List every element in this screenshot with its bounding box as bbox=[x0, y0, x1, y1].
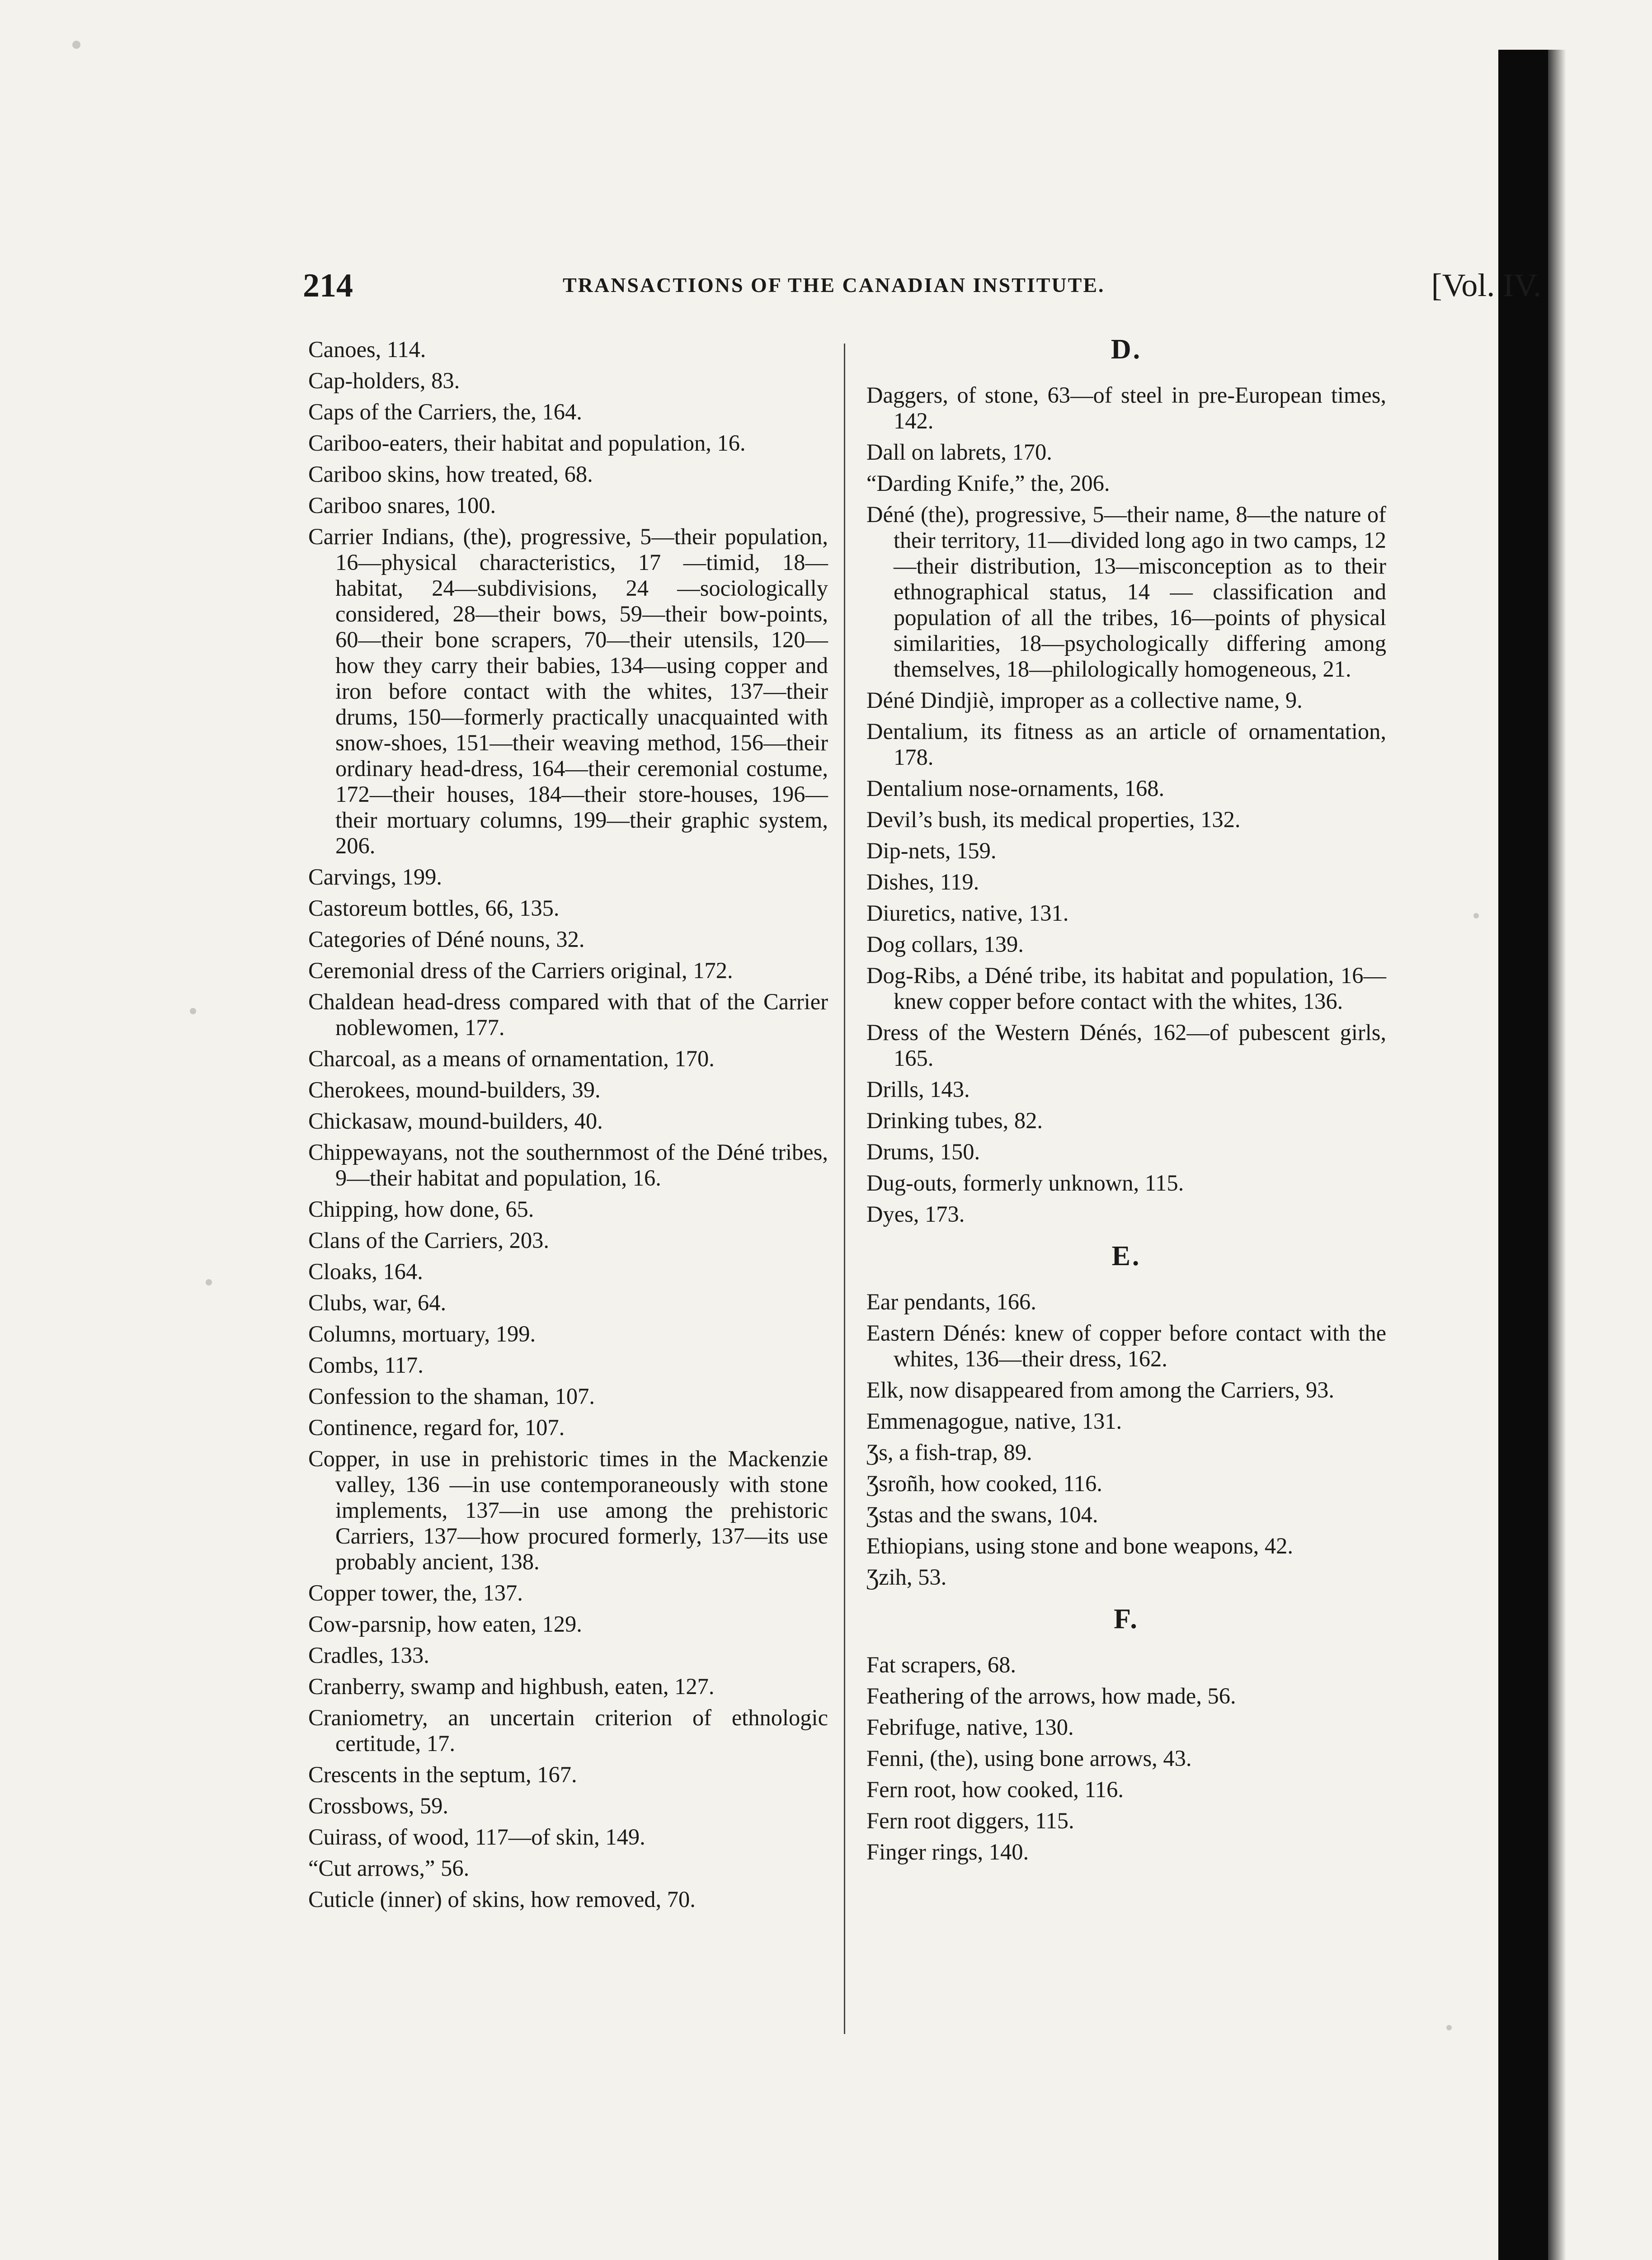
index-entry: Cariboo-eaters, their habitat and population, 16. bbox=[308, 430, 746, 456]
running-title: TRANSACTIONS OF THE CANADIAN INSTITUTE. bbox=[563, 273, 1105, 297]
index-entry: Elk, now disappeared from among the Carriers, 93. bbox=[866, 1377, 1334, 1403]
paper-speck bbox=[206, 1279, 212, 1285]
index-entry: Copper, in use in prehistoric times in the Mackenzie valley, 136 —in use contemporaneously with stone implements, 137—in use among the prehistoric Carriers, 137—how procured formerly, 137—its use probably ancient, 138. bbox=[308, 1446, 828, 1574]
index-entry: Dug-outs, formerly unknown, 115. bbox=[866, 1170, 1184, 1196]
index-entry: Cherokees, mound-builders, 39. bbox=[308, 1077, 601, 1102]
index-entry: Ʒstas and the swans, 104. bbox=[866, 1502, 1098, 1527]
index-entry: Columns, mortuary, 199. bbox=[308, 1321, 536, 1347]
index-entry: Crossbows, 59. bbox=[308, 1793, 449, 1818]
index-entry: “Darding Knife,” the, 206. bbox=[866, 471, 1110, 496]
index-entry: Ʒsroñh, how cooked, 116. bbox=[866, 1471, 1102, 1496]
index-entry: Cap-holders, 83. bbox=[308, 368, 460, 393]
index-entry: Continence, regard for, 107. bbox=[308, 1415, 565, 1440]
paper-speck bbox=[1446, 2025, 1452, 2030]
index-entry: Devil’s bush, its medical properties, 132. bbox=[866, 807, 1241, 832]
index-entry: Ʒzih, 53. bbox=[866, 1564, 947, 1590]
index-entry: Dentalium, its fitness as an article of ornamentation, 178. bbox=[866, 719, 1386, 770]
index-entry: Drills, 143. bbox=[866, 1077, 970, 1102]
index-entry: Drums, 150. bbox=[866, 1139, 980, 1164]
index-entry: Ear pendants, 166. bbox=[866, 1289, 1036, 1314]
index-entry: Dall on labrets, 170. bbox=[866, 439, 1052, 465]
paper-speck bbox=[1473, 913, 1479, 918]
index-entry: Daggers, of stone, 63—of steel in pre-European times, 142. bbox=[866, 382, 1386, 433]
index-entry: Dishes, 119. bbox=[866, 869, 979, 895]
right-index-column bbox=[866, 334, 1386, 1870]
page-edge bbox=[1498, 50, 1548, 2260]
index-entry: Chipping, how done, 65. bbox=[308, 1196, 534, 1222]
index-entry: Categories of Déné nouns, 32. bbox=[308, 927, 585, 952]
index-entry: Clans of the Carriers, 203. bbox=[308, 1228, 549, 1253]
index-entry: Finger rings, 140. bbox=[866, 1839, 1029, 1864]
index-entry: Déné Dindjiè, improper as a collective name, 9. bbox=[866, 687, 1303, 713]
section-e-entries bbox=[866, 1289, 1386, 1590]
index-entry: Ethiopians, using stone and bone weapons, 42. bbox=[866, 1533, 1293, 1558]
index-entry: Cradles, 133. bbox=[308, 1643, 429, 1668]
index-entry: Dip-nets, 159. bbox=[866, 838, 997, 863]
page-number: 214 bbox=[303, 267, 353, 304]
index-entry: Fern root, how cooked, 116. bbox=[866, 1777, 1124, 1802]
section-letter-f: F. bbox=[1114, 1604, 1139, 1634]
index-entry: Combs, 117. bbox=[308, 1352, 424, 1378]
index-entry: Cloaks, 164. bbox=[308, 1259, 423, 1284]
index-entry: Eastern Dénés: knew of copper before contact with the whites, 136—their dress, 162. bbox=[866, 1320, 1386, 1371]
index-entry: Fern root diggers, 115. bbox=[866, 1808, 1074, 1833]
index-entry: Cuticle (inner) of skins, how removed, 70. bbox=[308, 1887, 696, 1912]
volume-label: [Vol. IV. bbox=[1431, 267, 1541, 303]
index-entry: Fenni, (the), using bone arrows, 43. bbox=[866, 1746, 1192, 1771]
index-entry: Cow-parsnip, how eaten, 129. bbox=[308, 1611, 582, 1637]
index-entry: Ceremonial dress of the Carriers original, 172. bbox=[308, 958, 733, 983]
index-entry: Cuirass, of wood, 117—of skin, 149. bbox=[308, 1824, 645, 1850]
index-entry: Drinking tubes, 82. bbox=[866, 1108, 1043, 1133]
paper-speck bbox=[190, 1008, 196, 1014]
index-entry: Caps of the Carriers, the, 164. bbox=[308, 399, 582, 424]
index-entry: Copper tower, the, 137. bbox=[308, 1580, 523, 1606]
index-entry: Craniometry, an uncertain criterion of ethnologic certitude, 17. bbox=[308, 1705, 828, 1756]
left-index-column bbox=[308, 337, 828, 1918]
index-entry: Cranberry, swamp and highbush, eaten, 127. bbox=[308, 1674, 715, 1699]
index-entry: Dress of the Western Dénés, 162—of pubescent girls, 165. bbox=[866, 1020, 1386, 1071]
index-entry: Ʒs, a fish-trap, 89. bbox=[866, 1440, 1032, 1465]
index-entry: Déné (the), progressive, 5—their name, 8—the nature of their territory, 11—divided long ago in two camps, 12—their distribution, 13—misconception as to their ethnographical status, 14 — classification and population of all the tribes, 16—points of physical similarities, 18—psychologically differing among themselves, 18—philologically homogeneous, 21. bbox=[866, 502, 1386, 682]
running-header bbox=[303, 267, 1541, 316]
section-d-entries bbox=[866, 382, 1386, 1227]
index-entry: “Cut arrows,” 56. bbox=[308, 1855, 470, 1881]
page-gutter-shadow bbox=[1548, 50, 1566, 2260]
index-entry: Dentalium nose-ornaments, 168. bbox=[866, 776, 1165, 801]
index-entry: Cariboo skins, how treated, 68. bbox=[308, 461, 593, 487]
index-entry: Emmenagogue, native, 131. bbox=[866, 1408, 1122, 1434]
index-entry: Chaldean head-dress compared with that of the Carrier noblewomen, 177. bbox=[308, 989, 828, 1040]
index-entry: Chippewayans, not the southernmost of the Déné tribes, 9—their habitat and population, 16. bbox=[308, 1139, 828, 1191]
index-entry: Chickasaw, mound-builders, 40. bbox=[308, 1108, 603, 1134]
index-entry: Febrifuge, native, 130. bbox=[866, 1714, 1074, 1740]
index-entry: Dog collars, 139. bbox=[866, 932, 1024, 957]
section-letter-d: D. bbox=[1111, 334, 1142, 365]
index-entry: Charcoal, as a means of ornamentation, 170. bbox=[308, 1046, 715, 1071]
index-entry: Canoes, 114. bbox=[308, 337, 426, 362]
index-entry: Diuretics, native, 131. bbox=[866, 900, 1069, 926]
index-entry: Feathering of the arrows, how made, 56. bbox=[866, 1683, 1236, 1709]
paper-speck bbox=[72, 41, 80, 49]
index-entry: Clubs, war, 64. bbox=[308, 1290, 447, 1315]
index-entry: Fat scrapers, 68. bbox=[866, 1652, 1016, 1677]
index-entry: Castoreum bottles, 66, 135. bbox=[308, 895, 560, 921]
index-entry: Crescents in the septum, 167. bbox=[308, 1762, 577, 1787]
index-entry: Carrier Indians, (the), progressive, 5—their population, 16—physical characteristics, 17 —timid, 18—habitat, 24—subdivisions, 24 —sociologically considered, 28—their bows, 59—their bow-points, 60—their bone scrapers, 70—their utensils, 120—how they carry their babies, 134—using copper and iron before contact with the whites, 137—their drums, 150—formerly practically unacquainted with snow-shoes, 151—their weaving method, 156—their ordinary head-dress, 164—their ceremonial costume, 172—their houses, 184—their store-houses, 196—their mortuary columns, 199—their graphic system, 206. bbox=[308, 524, 828, 858]
index-entry: Confession to the shaman, 107. bbox=[308, 1384, 595, 1409]
index-entry: Dog-Ribs, a Déné tribe, its habitat and population, 16—knew copper before contact with the whites, 136. bbox=[866, 963, 1386, 1014]
index-entry: Carvings, 199. bbox=[308, 864, 442, 890]
column-divider bbox=[844, 344, 845, 2034]
index-entry: Cariboo snares, 100. bbox=[308, 493, 496, 518]
index-entry: Dyes, 173. bbox=[866, 1201, 965, 1227]
section-f-entries bbox=[866, 1652, 1386, 1865]
section-letter-e: E. bbox=[1111, 1241, 1141, 1271]
